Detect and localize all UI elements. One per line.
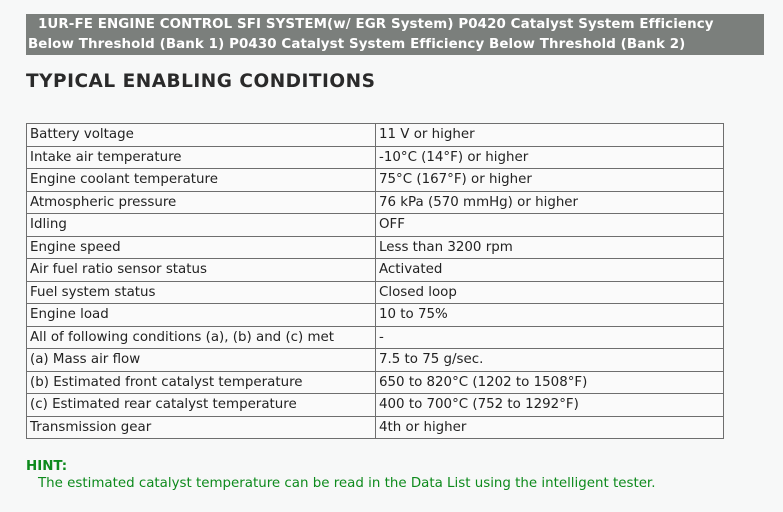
table-row — [27, 281, 724, 304]
condition-parameter: Idling — [27, 214, 376, 237]
hint-block — [26, 459, 655, 493]
condition-parameter: All of following conditions (a), (b) and (c) met — [27, 326, 376, 349]
condition-value: 400 to 700°C (752 to 1292°F) — [376, 394, 724, 417]
table-row — [27, 304, 724, 327]
condition-parameter: Engine load — [27, 304, 376, 327]
condition-parameter: Battery voltage — [27, 124, 376, 147]
condition-parameter: (b) Estimated front catalyst temperature — [27, 371, 376, 394]
condition-value: Less than 3200 rpm — [376, 236, 724, 259]
table-row — [27, 124, 724, 147]
condition-value: 7.5 to 75 g/sec. — [376, 349, 724, 372]
condition-parameter: (c) Estimated rear catalyst temperature — [27, 394, 376, 417]
condition-parameter: Transmission gear — [27, 416, 376, 439]
condition-value: 76 kPa (570 mmHg) or higher — [376, 191, 724, 214]
condition-parameter: Intake air temperature — [27, 146, 376, 169]
condition-parameter: Atmospheric pressure — [27, 191, 376, 214]
table-row — [27, 326, 724, 349]
table-row — [27, 146, 724, 169]
hint-label: HINT: — [26, 459, 68, 474]
table-row — [27, 394, 724, 417]
table-row — [27, 371, 724, 394]
table-row — [27, 214, 724, 237]
condition-value: Activated — [376, 259, 724, 282]
table-body — [27, 124, 724, 439]
condition-value: 650 to 820°C (1202 to 1508°F) — [376, 371, 724, 394]
condition-parameter: Air fuel ratio sensor status — [27, 259, 376, 282]
section-title: TYPICAL ENABLING CONDITIONS — [26, 71, 376, 92]
condition-parameter: Engine coolant temperature — [27, 169, 376, 192]
condition-parameter: Fuel system status — [27, 281, 376, 304]
condition-value: Closed loop — [376, 281, 724, 304]
table-row — [27, 169, 724, 192]
header-title-line-2: Below Threshold (Bank 1) P0430 Catalyst System Efficiency Below Threshold (Bank 2) — [28, 37, 686, 52]
condition-value: OFF — [376, 214, 724, 237]
table-row — [27, 416, 724, 439]
table-row — [27, 191, 724, 214]
condition-value: - — [376, 326, 724, 349]
table-row — [27, 236, 724, 259]
table-row — [27, 349, 724, 372]
condition-value: 75°C (167°F) or higher — [376, 169, 724, 192]
header-title-line-1: 1UR-FE ENGINE CONTROL SFI SYSTEM(w/ EGR System) P0420 Catalyst System Efficiency — [38, 17, 714, 32]
condition-value: 10 to 75% — [376, 304, 724, 327]
condition-parameter: Engine speed — [27, 236, 376, 259]
condition-parameter: (a) Mass air flow — [27, 349, 376, 372]
hint-text: The estimated catalyst temperature can be read in the Data List using the intelligent tester. — [38, 476, 656, 491]
condition-value: 4th or higher — [376, 416, 724, 439]
document-header — [26, 14, 764, 55]
table-row — [27, 259, 724, 282]
condition-value: 11 V or higher — [376, 124, 724, 147]
condition-value: -10°C (14°F) or higher — [376, 146, 724, 169]
enabling-conditions-table — [26, 123, 724, 439]
